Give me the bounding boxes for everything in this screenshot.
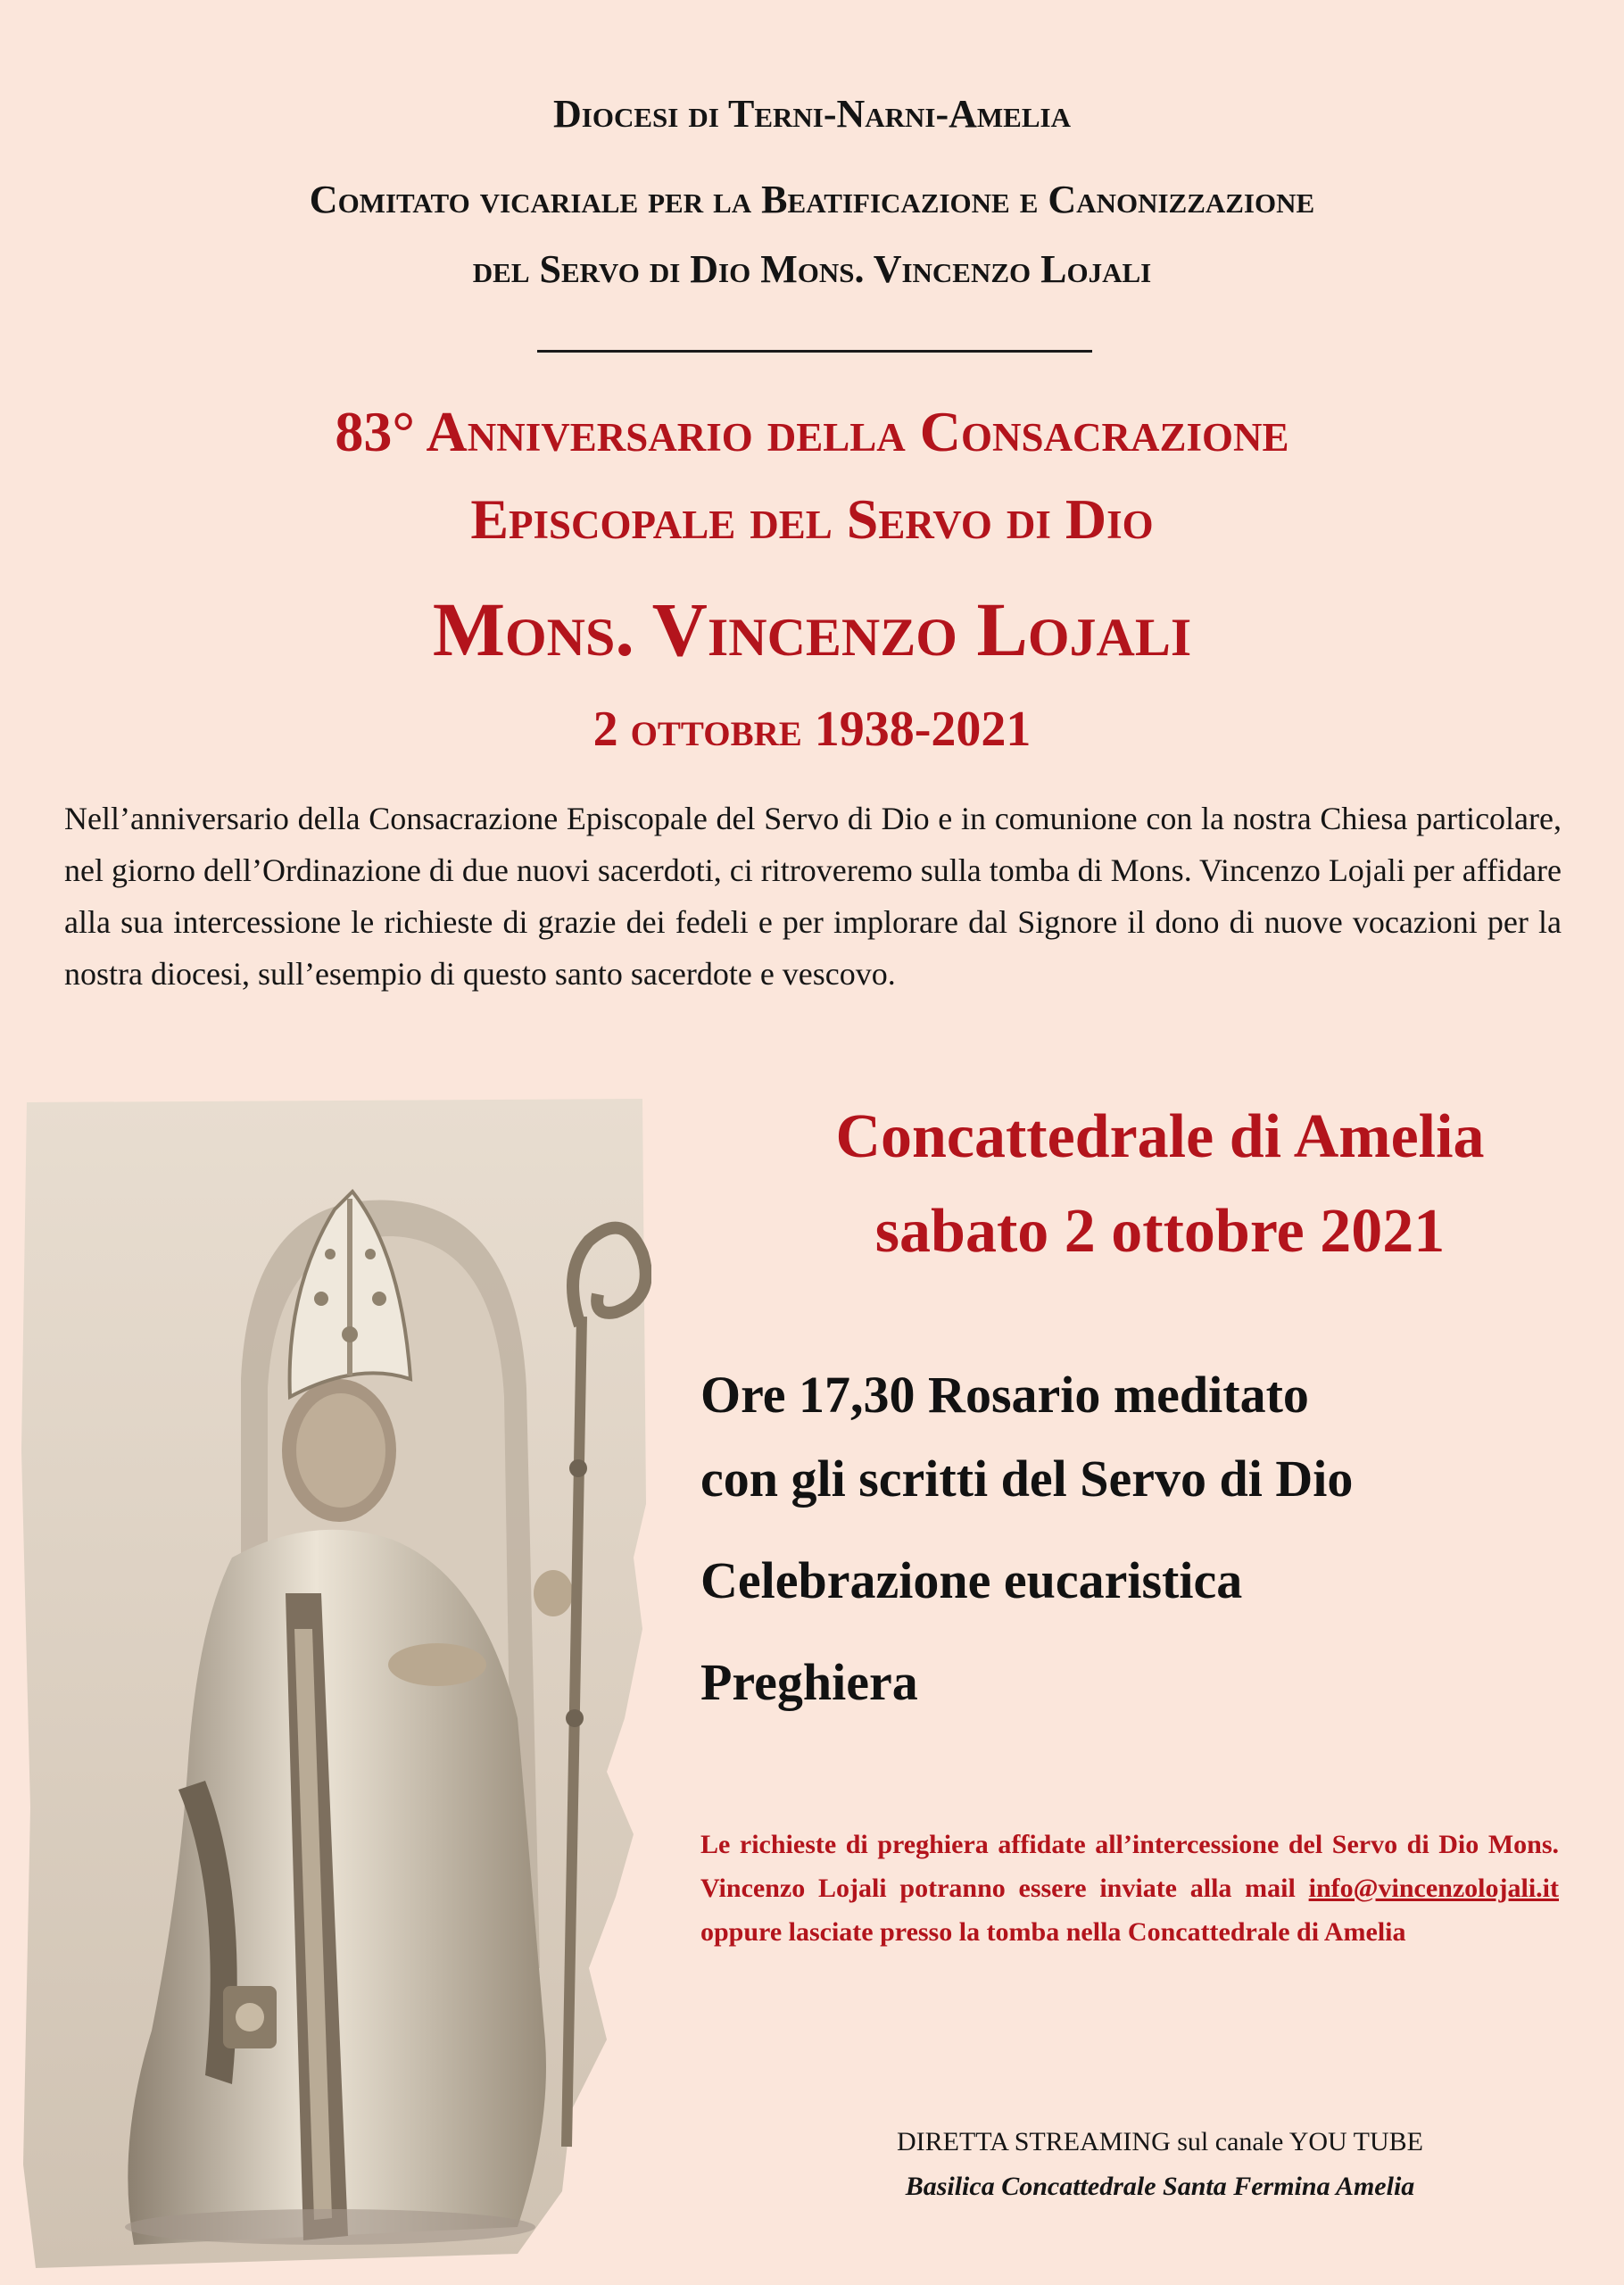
title-line-1: 83° Anniversario della Consacrazione bbox=[335, 400, 1289, 463]
streaming-location: Basilica Concattedrale Santa Fermina Amelia bbox=[905, 2172, 1415, 2201]
email-link[interactable]: info@vincenzolojali.it bbox=[1308, 1874, 1559, 1903]
program-line-4: Preghiera bbox=[700, 1653, 918, 1711]
program-line-1: Ore 17,30 Rosario meditato bbox=[700, 1366, 1309, 1424]
note-text-before: Le richieste di preghiera affidate all’intercessione del Servo di Dio Mons. Vincenzo Lojali potranno essere inviate alla mail bbox=[700, 1830, 1559, 1903]
streaming-info: DIRETTA STREAMING sul canale YOU TUBE bbox=[896, 2127, 1424, 2156]
diocese-name: Diocesi di Terni-Narni-Amelia bbox=[553, 92, 1071, 136]
bishop-photo bbox=[18, 1093, 651, 2272]
event-date: sabato 2 ottobre 2021 bbox=[874, 1197, 1446, 1266]
committee-line-1: Comitato vicariale per la Beatificazione e Canonizzazione bbox=[309, 178, 1315, 221]
title-dates: 2 ottobre 1938-2021 bbox=[592, 702, 1032, 757]
committee-line-2: del Servo di Dio Mons. Vincenzo Lojali bbox=[472, 247, 1152, 291]
divider-line bbox=[537, 350, 1092, 353]
intro-paragraph: Nell’anniversario della Consacrazione Episcopale del Servo di Dio e in comunione con la nostra Chiesa particolare, nel giorno dell’Ordinazione di due nuovi sacerdoti, ci ritroveremo sulla tomba di Mons. Vincenzo Lojali per affidare alla sua intercessione le richieste di grazie dei fedeli e per implorare dal Signore il dono di nuove vocazioni per la nostra diocesi, sull’esempio di questo santo sacerdote e vescovo. bbox=[64, 801, 1562, 992]
program-line-2: con gli scritti del Servo di Dio bbox=[700, 1450, 1354, 1508]
prayer-request-note bbox=[700, 1823, 1559, 1954]
event-place: Concattedrale di Amelia bbox=[835, 1102, 1485, 1171]
title-line-2: Episcopale del Servo di Dio bbox=[470, 487, 1154, 551]
title-name: Mons. Vincenzo Lojali bbox=[432, 586, 1192, 672]
program-line-3: Celebrazione eucaristica bbox=[700, 1551, 1243, 1609]
note-text-after: oppure lasciate presso la tomba nella Concattedrale di Amelia bbox=[700, 1917, 1406, 1947]
